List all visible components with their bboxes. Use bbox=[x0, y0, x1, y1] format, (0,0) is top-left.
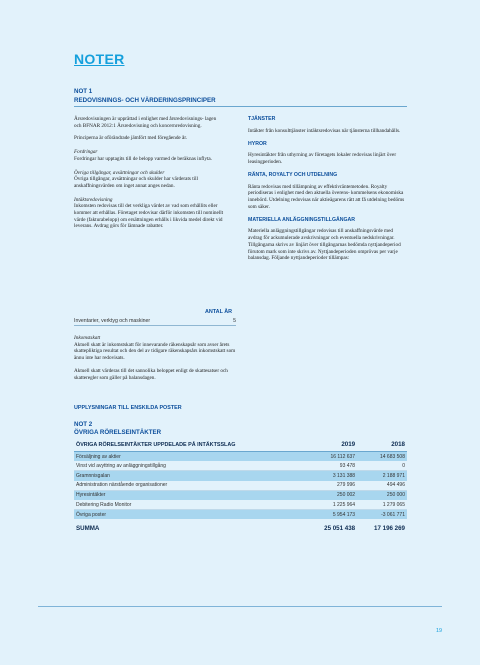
row-label: Administration närstående organisationer bbox=[74, 481, 307, 491]
inkomstskatt-section bbox=[74, 335, 239, 381]
note2-title: ÖVRIGA RÖRELSEINTÄKTER bbox=[74, 429, 162, 436]
table-row bbox=[74, 510, 407, 520]
row-value-2019: 16 112 637 bbox=[307, 452, 357, 462]
intakt-text: Inkomsten redovisas till det verkliga värdet av vad som erhållits eller kommer att erhållas. Företaget redovisar därför inkomsten till nominellt värde (fakturabelopp) om ersättningen erhålls i likvida medel direkt vid leverans. Avdrag görs för lämnade rabatter. bbox=[74, 203, 224, 230]
row-value-2018: 2 188 971 bbox=[357, 471, 407, 481]
table-header-2018: 2018 bbox=[357, 439, 407, 452]
row-value-2018: 14 683 508 bbox=[357, 452, 407, 462]
antal-ar-header: ANTAL ÅR bbox=[205, 309, 233, 315]
inkomstskatt-title: Inkomstskatt bbox=[74, 335, 101, 341]
table-header-2019: 2019 bbox=[307, 439, 357, 452]
materiella-text: Materiella anläggningstillgångar redovisas till anskaffningsvärde med avdrag för ackumulerade avskrivningar och eventuella nedskrivningar. Tillgångarna skrivs av linjärt över tillgångarnas bedömda nyttjandeperiod förutom mark som inte skrivs av. Nyttjandeperioden omprövas per varje balansdag. Följande nyttjandeperioder tillämpas: bbox=[248, 228, 401, 262]
inkomstskatt-text1: Aktuell skatt är inkomstskatt för innevarande räkenskapsår som avser årets skattepliktiga resultat och den del av tidigare räkenskapsårs inkomstskatt som ännu inte har redovisats. bbox=[74, 341, 236, 362]
note1-left-column bbox=[74, 116, 224, 230]
table-row bbox=[74, 461, 407, 471]
ovriga-text: Övriga tillgångar, avsättningar och skulder har värderats till anskaffningsvärden om inget annat anges nedan. bbox=[74, 176, 198, 189]
table-row bbox=[74, 490, 407, 500]
hyror-text: Hyresintäkter från uthyrning av företagets lokaler redovisas linjärt över leasingperioden. bbox=[248, 152, 397, 166]
materiella-title: MATERIELLA ANLÄGGNINGSTILLGÅNGAR bbox=[248, 216, 356, 223]
note1-right-column bbox=[248, 116, 408, 267]
row-value-2019: 5 954 173 bbox=[307, 510, 357, 520]
note1-principles: Principerna är oförändrade jämfört med föregående år. bbox=[74, 135, 188, 142]
intakt-title: Intäktsredovisning bbox=[74, 196, 113, 203]
row-label: Gramnnisgalan bbox=[74, 471, 307, 481]
note2-label: NOT 2 bbox=[74, 421, 93, 428]
row-value-2018: 0 bbox=[357, 461, 407, 471]
note1-rule bbox=[74, 106, 407, 107]
note1-title: REDOVISNINGS- OCH VÄRDERINGSPRINCIPER bbox=[74, 97, 216, 104]
sum-value-2018: 17 196 269 bbox=[374, 525, 405, 533]
hyror-title: HYROR bbox=[248, 140, 267, 147]
row-label: Övriga poster bbox=[74, 510, 307, 520]
sum-label: SUMMA bbox=[76, 525, 100, 533]
note1-intro: Årsredovisningen är upprättad i enlighet med årsredovisnings- lagen och BFNAR 2012:1 Årsredovisning och koncernredovisning. bbox=[74, 116, 217, 129]
table-row bbox=[74, 500, 407, 510]
upplysningar-heading: UPPLYSNINGAR TILL ENSKILDA POSTER bbox=[74, 405, 182, 411]
table-sum-row bbox=[74, 519, 407, 534]
table-row bbox=[74, 471, 407, 481]
tjanster-title: TJÄNSTER bbox=[248, 116, 276, 122]
row-value-2019: 279 996 bbox=[307, 481, 357, 491]
ranta-text: Ränta redovisas med tillämpning av effektivräntemetoden. Royalty periodiseras i enlighet med den aktuella överens- kommelsens ekonomiska innebörd. Utdelning redovisas när aktieägarens rätt att få utdelning bedöms som säker. bbox=[248, 183, 405, 210]
row-label: Försäljning av aktier bbox=[74, 452, 307, 462]
ranta-title: RÄNTA, ROYALTY OCH UTDELNING bbox=[248, 171, 338, 178]
page-heading: NOTER bbox=[74, 51, 125, 67]
inventarier-label: Inventarier, verktyg och maskiner bbox=[74, 318, 151, 324]
row-value-2019: 250 002 bbox=[307, 490, 357, 500]
page-number: 19 bbox=[436, 628, 442, 634]
row-value-2018: -3 061 771 bbox=[357, 510, 407, 520]
row-value-2019: 1 225 964 bbox=[307, 500, 357, 510]
row-value-2019: 93 478 bbox=[307, 461, 357, 471]
row-value-2018: 1 279 065 bbox=[357, 500, 407, 510]
fordringar-title: Fordringar bbox=[74, 149, 98, 156]
row-value-2018: 250 000 bbox=[357, 490, 407, 500]
row-label: Debitering Radio Monitor bbox=[74, 500, 307, 510]
tjanster-text: Intäkter från konsulttjänster intäktsredovisas när tjänsterna tillhandahålls. bbox=[248, 127, 401, 134]
table-header-label: ÖVRIGA RÖRELSEINTÄKTER UPPDELADE PÅ INTÄKTSSLAG bbox=[74, 439, 307, 452]
row-label: Hyresintäkter bbox=[74, 490, 307, 500]
ovriga-title: Övriga tillgångar, avsättningar och skulder bbox=[74, 169, 165, 176]
sum-value-2019: 25 051 438 bbox=[324, 525, 356, 533]
note1-label: NOT 1 bbox=[74, 88, 93, 95]
table-header-row bbox=[74, 439, 407, 452]
row-value-2018: 494 496 bbox=[357, 481, 407, 491]
inventarier-row bbox=[74, 318, 236, 326]
row-label: Vinst vid avyttring av anläggningstillgång bbox=[74, 461, 307, 471]
table-row bbox=[74, 481, 407, 491]
table-row bbox=[74, 452, 407, 462]
footer-rule bbox=[38, 606, 442, 607]
fordringar-text: Fordringar har upptagits till de belopp varmed de beräknas inflyta. bbox=[74, 155, 213, 162]
inventarier-value: 5 bbox=[233, 318, 236, 324]
inkomstskatt-text2: Aktuell skatt värderas till det sannolika beloppet enligt de skattesatser och skatteregler som gäller på balansdagen. bbox=[74, 367, 228, 381]
row-value-2019: 3 131 388 bbox=[307, 471, 357, 481]
ovriga-rorelseintakter-table bbox=[74, 439, 407, 534]
